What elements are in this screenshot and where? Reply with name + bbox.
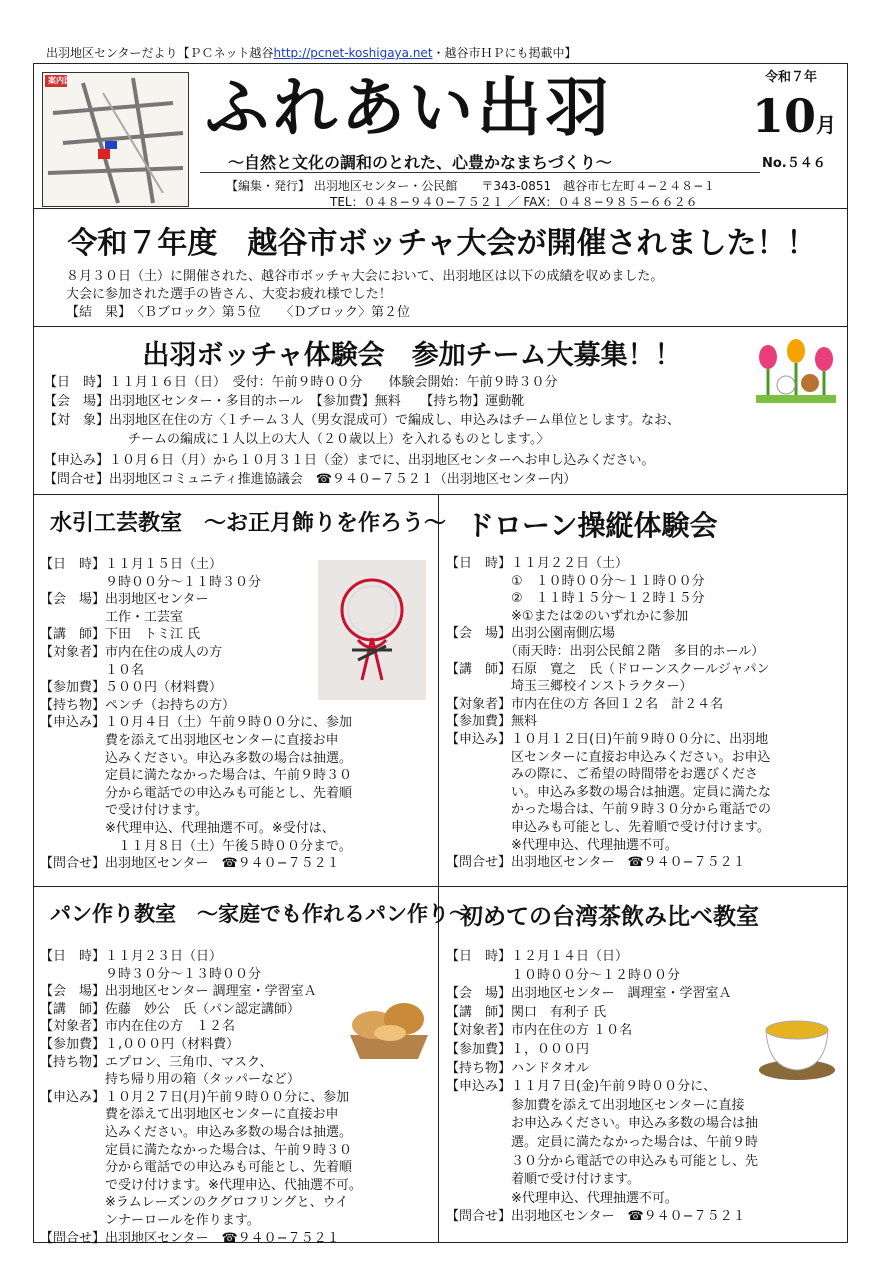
article4-line: 【問合せ】出羽地区センター ☎９４０−７５２１ [446, 855, 746, 871]
article4-line: 【申込み】１０月１２日(日)午前９時００分に、出羽地 [446, 732, 769, 747]
article6-line: お申込みください。申込み多数の場合は抽 [446, 1116, 759, 1132]
article6-line: 【持ち物】ハンドタオル [446, 1060, 590, 1076]
article5-line: ※ラムレーズンのクグロフリングと、ウイ [40, 1195, 349, 1211]
divider-article1 [33, 326, 848, 327]
article5-line: 【日 時】１１月２３日（日） [40, 949, 223, 964]
month-unit: 月 [816, 113, 837, 137]
article5-line: ９時３０分〜１３時００分 [40, 966, 262, 982]
article3-line: 分から電話での申込みも可能とし、先着順 [40, 785, 353, 801]
article6-line: 【講 師】関口 有利子 氏 [446, 1004, 607, 1020]
article5-line: で受け付けます。※代理申込、代抽選不可。 [40, 1177, 362, 1193]
article5-line: 【対象者】市内在住の方 １２名 [40, 1019, 236, 1035]
article6-line: 着順で受け付けます。 [446, 1172, 640, 1188]
tulip-icon [746, 337, 842, 407]
article3-line: １０名 [40, 662, 145, 678]
month-number: 10 [752, 89, 817, 143]
article6-line: 【会 場】出羽地区センター 調理室・学習室Ａ [446, 986, 732, 1002]
bread-icon [346, 995, 432, 1061]
article4-line: 埼玉三郷校インストラクター） [446, 679, 693, 695]
article3-line: １１月８日（土）午後５時００分まで。 [40, 838, 352, 854]
article4-line: 【日 時】１１月２２日（土） [446, 556, 629, 571]
article4-line: みの際に、ご希望の時間帯をお選びくださ [446, 767, 759, 783]
article3-line: ９時００分〜１１時３０分 [40, 574, 262, 590]
article3-line: 【持ち物】ペンチ（お持ちの方） [40, 697, 236, 713]
article4-line: ① １０時００分〜１１時００分 [446, 573, 705, 589]
article3-line: で受け付けます。 [40, 803, 208, 819]
article5-line: 持ち帰り用の箱（タッパーなど） [40, 1072, 301, 1088]
article4-line: ※①または②のいずれかに参加 [446, 608, 689, 624]
article6-line: ３０分から電話での申込みも可能とし、先 [446, 1153, 759, 1169]
article3-line: 【参加費】５００円（材料費） [40, 680, 223, 696]
article3-line: 込みください。申込み多数の場合は抽選。 [40, 750, 353, 766]
article4-line: 【会 場】出羽公園南側広場 [446, 626, 616, 642]
article6-line: １０時００分〜１２時００分 [446, 967, 681, 983]
masthead-title: ふれあい出羽 [205, 71, 613, 146]
top-line-suffix: ・越谷市ＨＰにも掲載中】 [432, 46, 577, 60]
divider-row2 [33, 886, 848, 887]
divider-columns [438, 494, 439, 1243]
article3-title: 水引工芸教室 〜お正月飾りを作ろう〜 [50, 511, 447, 536]
article3-line: 【日 時】１１月１５日（土） [40, 557, 223, 572]
article4-line: 【講 師】石原 寛之 氏（ドローンスクールジャパン [446, 661, 770, 677]
map-label: 案内図 [48, 76, 72, 85]
article3-line: 【申込み】１０月４日（土）午前９時００分に、参加 [40, 715, 353, 731]
article3-line: 【講 師】下田 トミ江 氏 [40, 627, 201, 643]
article2-date: 【日 時】１１月１６日（日） 受付：午前９時００分 体験会開始：午前９時３０分 [44, 375, 558, 390]
map-drawing [43, 73, 188, 206]
article5-line: 分から電話での申込みも可能とし、先着順 [40, 1160, 353, 1176]
article1-line1: ８月３０日（土）に開催された、越谷市ボッチャ大会において、出羽地区は以下の成績を収めました。 [66, 269, 664, 284]
article4-line: 区センターに直接お申込みください。お申込 [446, 749, 771, 765]
article5-line: 【講 師】佐藤 妙公 氏（パン認定講師） [40, 1001, 301, 1017]
article2-apply: 【申込み】１０月６日（月）から１０月３１日（金）までに、出羽地区センターへお申し込みください。 [44, 453, 655, 468]
issue-month [752, 88, 836, 153]
article5-line: 【持ち物】エプロン、三角巾、マスク、 [40, 1054, 273, 1070]
map-image [42, 72, 189, 207]
article6-line: 【問合せ】出羽地区センター ☎９４０−７５２１ [446, 1209, 746, 1225]
article4-line: 申込みも可能とし、先着順で受け付けます。 [446, 820, 770, 835]
article1-line2: 大会に参加された選手の皆さん、大変お疲れ様でした！ [66, 287, 392, 302]
article3-line: 【対象者】市内在住の成人の方 [40, 645, 223, 660]
tea-cup-icon [756, 1010, 838, 1082]
mizuhiki-photo [318, 560, 426, 700]
article5-line: 【会 場】出羽地区センター 調理室・学習室Ａ [40, 984, 317, 1000]
article4-title: ドローン操縦体験会 [466, 509, 718, 542]
article4-line: 【参加費】無料 [446, 714, 538, 730]
website-link[interactable]: http://pcnet-koshigaya.net [273, 46, 433, 60]
article2-target-line1: 【対 象】出羽地区在住の方〈１チーム３人（男女混成可）で編成し、申込みはチーム単位とします。なお、 [44, 413, 680, 428]
article3-line: 定員に満たなかった場合は、午前９時３０ [40, 768, 353, 784]
article6-line: 【日 時】１２月１４日（日） [446, 949, 629, 964]
article5-line: 費を添えて出羽地区センターに直接お申 [40, 1107, 339, 1123]
article6-line: 参加費を添えて出羽地区センターに直接 [446, 1097, 745, 1113]
article5-line: 定員に満たなかった場合は、午前９時３０ [40, 1142, 353, 1158]
article4-line: 【対象者】市内在住の方 各回１２名 計２４名 [446, 696, 724, 712]
tagline: 〜自然と文化の調和のとれた、心豊かなまちづくり〜 [228, 153, 612, 172]
article2-inquiry: 【問合せ】出羽地区コミュニティ推進協議会 ☎９４０−７５２１（出羽地区センター内） [44, 472, 577, 487]
article1-result: 【結 果】 〈Ｂブロック〉第５位 〈Ｄブロック〉第２位 [66, 305, 410, 320]
tulip-illustration [746, 337, 842, 407]
article2-venue: 【会 場】出羽地区センター・多目的ホール 【参加費】無料 【持ち物】運動靴 [44, 394, 525, 409]
article5-line: 【問合せ】出羽地区センター ☎９４０−７５２１ [40, 1230, 340, 1246]
era-label: 令和７年 [765, 70, 818, 85]
bread-illustration [346, 995, 432, 1061]
article4-line: ※代理申込、代理抽選不可。 [446, 837, 678, 853]
article6-line: 【参加費】１，０００円 [446, 1042, 590, 1057]
article1-title: 令和７年度 越谷市ボッチャ大会が開催されました！！ [67, 226, 817, 261]
top-line [46, 44, 577, 61]
publisher-info: 【編集・発行】 出羽地区センター・公民館 〒343-0851 越谷市七左町４−２４８−１ [226, 179, 716, 193]
article6-line: ※代理申込、代理抽選不可。 [446, 1190, 678, 1206]
article3-line: 【会 場】出羽地区センター [40, 592, 209, 608]
article5-line: 【参加費】１,０００円（材料費） [40, 1037, 240, 1052]
article6-title: 初めての台湾茶飲み比べ教室 [460, 904, 759, 930]
article3-line: 【問合せ】出羽地区センター ☎９４０−７５２１ [40, 856, 340, 872]
article5-line: 込みください。申込み多数の場合は抽選。 [40, 1125, 353, 1140]
article4-line: かった場合は、午前９時３０分から電話での [446, 802, 772, 818]
tea-cup-illustration [756, 1010, 838, 1082]
article4-line: （雨天時：出羽公民館２階 多目的ホール） [446, 644, 765, 659]
article3-line: 費を添えて出羽地区センターに直接お申 [40, 733, 339, 748]
mizuhiki-icon [318, 560, 426, 700]
article6-line: 【申込み】１１月７日(金)午前９時００分に、 [446, 1079, 717, 1095]
article2-title: 出羽ボッチャ体験会 参加チーム大募集！！ [142, 340, 682, 371]
article4-line: い。申込み多数の場合は抽選。定員に満たな [446, 784, 772, 800]
article5-line: 【申込み】１０月２７日(月)午前９時００分に、参加 [40, 1089, 350, 1105]
contact-info: TEL：０４８−９４０−７５２１ ／ FAX：０４８−９８５−６６２６ [330, 195, 698, 209]
article3-line: ※代理申込、代理抽選不可。※受付は、 [40, 821, 335, 836]
article6-line: 選。定員に満たなかった場合は、午前９時 [446, 1135, 759, 1150]
publisher-divider [200, 172, 760, 173]
article3-line: 工作・工芸室 [40, 609, 184, 625]
article6-line: 【対象者】市内在住の方 １０名 [446, 1023, 633, 1039]
article2-target-line2: チームの編成に１人以上の大人（２０歳以上）を入れるものとします。〉 [128, 432, 550, 447]
issue-number: No.５４６ [762, 156, 826, 171]
article5-title: パン作り教室 〜家庭でも作れるパン作り〜 [50, 902, 470, 926]
top-line-prefix: 出羽地区センターだより【ＰＣネット越谷 [46, 46, 274, 60]
article4-line: ② １１時１５分〜１２時１５分 [446, 591, 705, 607]
article5-line: ンナーロールを作ります。 [40, 1213, 260, 1228]
divider-article2 [33, 494, 848, 495]
